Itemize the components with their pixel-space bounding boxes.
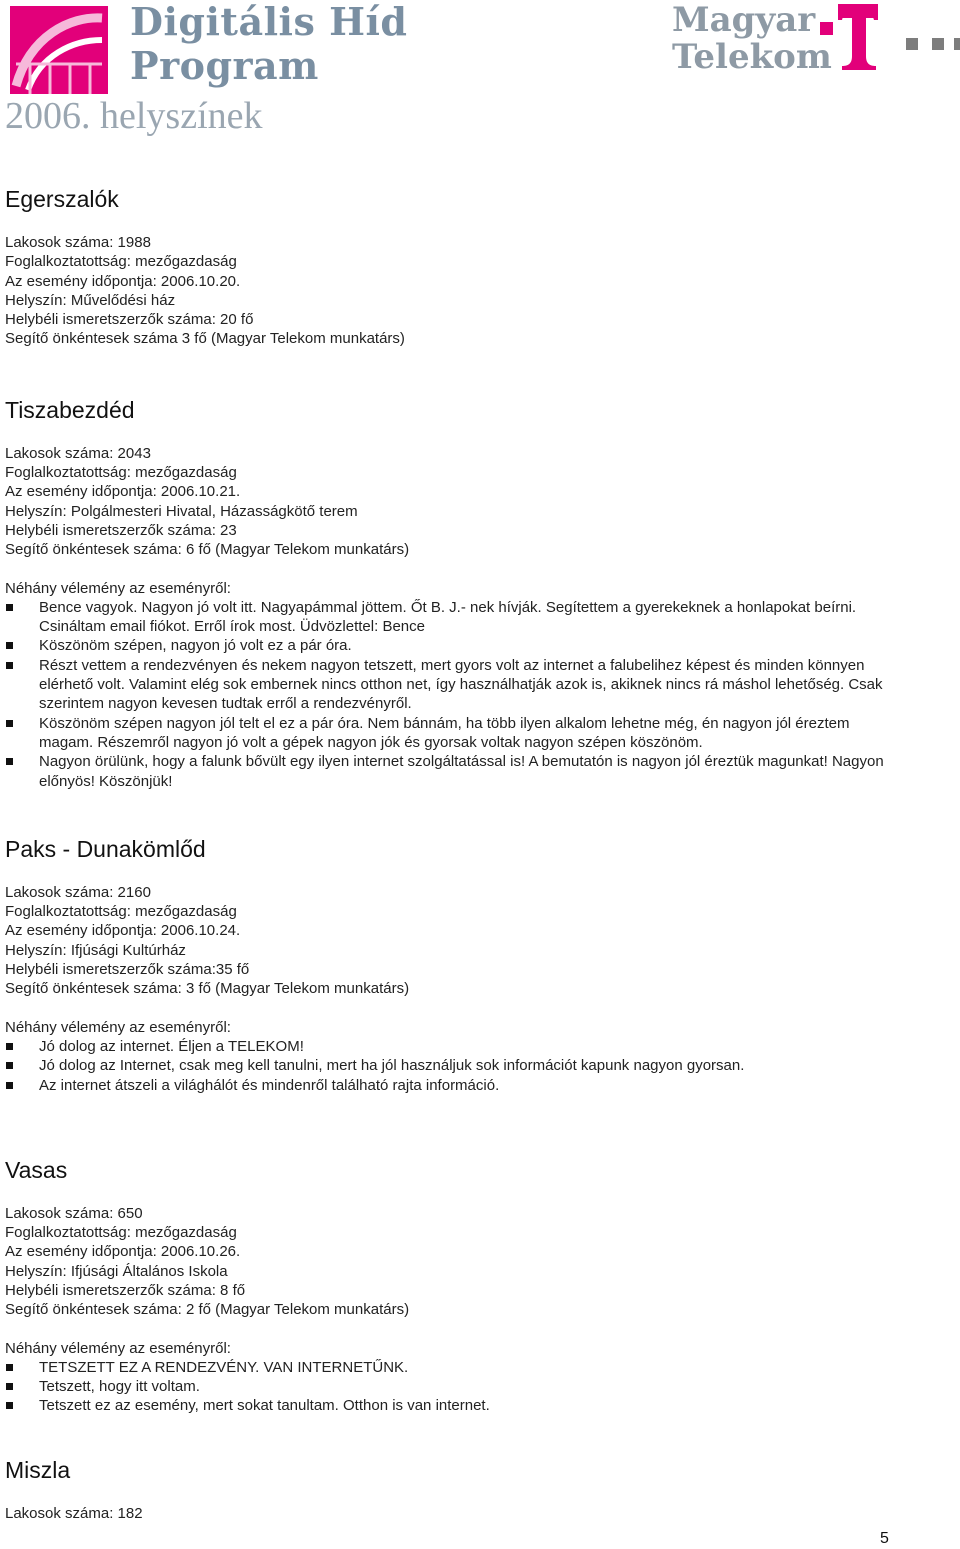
info-line: Segítő önkéntesek száma: 3 fő (Magyar Telekom munkatárs)	[5, 980, 410, 998]
section-title: Egerszalók	[5, 186, 119, 212]
list-item: Tetszett, hogy itt voltam.	[5, 1377, 905, 1396]
info-line: Lakosok száma: 1988	[5, 234, 151, 251]
info-line: Segítő önkéntesek száma: 6 fő (Magyar Telekom munkatárs)	[5, 541, 410, 559]
section-vasas	[5, 1152, 905, 1416]
info-line: Az esemény időpontja: 2006.10.20.	[5, 272, 241, 290]
info-line: Foglalkoztatottság: mezőgazdaság	[5, 903, 237, 921]
info-line: Helyszín: Ifjúsági Általános Iskola	[5, 1262, 228, 1280]
info-line: Helyszín: Művelődési ház	[5, 291, 176, 309]
info-line: Az esemény időpontja: 2006.10.21.	[5, 483, 241, 501]
info-line: Helybéli ismeretszerzők száma:35 fő	[5, 961, 250, 979]
page-number: 5	[880, 1530, 889, 1547]
list-item: Köszönöm szépen, nagyon jó volt ez a pár óra.	[5, 636, 905, 655]
list-item: Tetszett ez az esemény, mert sokat tanultam. Otthon is van internet.	[5, 1396, 905, 1415]
page-subtitle: 2006. helyszínek	[5, 95, 263, 137]
list-item: Részt vettem a rendezvényen és nekem nagyon tetszett, mert gyors volt az internet a falubelihez képest és minden könnyen elérhető volt. Valamint elég sok embernek nincs otthon net, így használhatják azok is, akiknek nincs rá máshol lehetőség. Csak szerintem nagyon kevesen tudtak erről a rendezvényről.	[5, 656, 905, 714]
opinions-block	[5, 1339, 905, 1416]
info-line: Lakosok száma: 2043	[5, 444, 151, 462]
opinions-list	[5, 1358, 905, 1416]
section-title: Tiszabezdéd	[5, 396, 135, 423]
section-title: Vasas	[5, 1156, 68, 1183]
digitalis-hid-logo-icon	[10, 6, 108, 94]
info-line: Lakosok száma: 182	[5, 1504, 143, 1522]
info-line: Foglalkoztatottság: mezőgazdaság	[5, 464, 237, 482]
list-item: Köszönöm szépen nagyon jól telt el ez a pár óra. Nem bánnám, ha több ilyen alkalom lehetne még, én nagyon jól éreztem magam. Részemről nagyon jó volt a gépek nagyon jók és gyorsak voltak nagyon szépen köszönöm.	[5, 714, 905, 753]
list-item: Nagyon örülünk, hogy a falunk bővült egy ilyen internet szolgáltatással is! A bemutatón is nagyon jól éreztük magunkat! Nagyon előnyös! Köszönjük!	[5, 752, 905, 791]
opinions-block	[5, 579, 905, 791]
opinions-list	[5, 598, 905, 791]
section-title: Paks - Dunakömlőd	[5, 835, 206, 862]
info-line: Foglalkoztatottság: mezőgazdaság	[5, 253, 237, 271]
list-item: Az internet átszeli a világhálót és mindenről található rajta információ.	[5, 1076, 905, 1095]
section-paks-dunakomlod	[5, 831, 905, 1095]
section-title: Miszla	[5, 1456, 71, 1483]
list-item: TETSZETT EZ A RENDEZVÉNY. VAN INTERNETŰNK.	[5, 1358, 905, 1377]
page-header	[0, 0, 960, 140]
info-line: Helybéli ismeretszerzők száma: 23	[5, 521, 237, 539]
opinions-block	[5, 1018, 905, 1095]
list-item: Jó dolog az internet. Éljen a TELEKOM!	[5, 1037, 905, 1056]
telekom-t-logo-icon	[820, 4, 960, 70]
opinions-heading: Néhány vélemény az eseményről:	[5, 579, 231, 597]
list-item: Jó dolog az Internet, csak meg kell tanulni, mert ha jól használjuk sok információt kapunk nagyon gyorsan.	[5, 1056, 905, 1075]
info-line: Az esemény időpontja: 2006.10.24.	[5, 922, 241, 940]
opinions-heading: Néhány vélemény az eseményről:	[5, 1339, 231, 1357]
info-line: Lakosok száma: 650	[5, 1204, 143, 1222]
program-logo-text: Digitális Híd Program	[130, 0, 408, 88]
info-line: Foglalkoztatottság: mezőgazdaság	[5, 1224, 237, 1242]
info-line: Helybéli ismeretszerzők száma: 8 fő	[5, 1281, 246, 1299]
section-egerszalok	[5, 181, 905, 349]
info-line: Segítő önkéntesek száma: 2 fő (Magyar Telekom munkatárs)	[5, 1301, 410, 1319]
document-body	[5, 181, 905, 1523]
info-line: Az esemény időpontja: 2006.10.26.	[5, 1243, 241, 1261]
opinions-list	[5, 1037, 905, 1095]
info-line: Helyszín: Ifjúsági Kultúrház	[5, 941, 186, 959]
list-item: Bence vagyok. Nagyon jó volt itt. Nagyapámmal jöttem. Őt B. J.- nek hívják. Segítettem a gyerekeknek a honlapokat beírni. Csináltam email fiókot. Erről írok most. Üdvözlettel: Bence	[5, 598, 905, 637]
brand-name: Magyar Telekom	[672, 0, 832, 77]
section-tiszabezded	[5, 392, 905, 791]
info-line: Helyszín: Polgálmesteri Hivatal, Házasságkötő terem	[5, 502, 358, 520]
section-miszla	[5, 1452, 905, 1523]
info-line: Segítő önkéntesek száma 3 fő (Magyar Telekom munkatárs)	[5, 330, 405, 348]
info-line: Lakosok száma: 2160	[5, 883, 151, 901]
opinions-heading: Néhány vélemény az eseményről:	[5, 1018, 231, 1036]
info-line: Helybéli ismeretszerzők száma: 20 fő	[5, 311, 254, 329]
